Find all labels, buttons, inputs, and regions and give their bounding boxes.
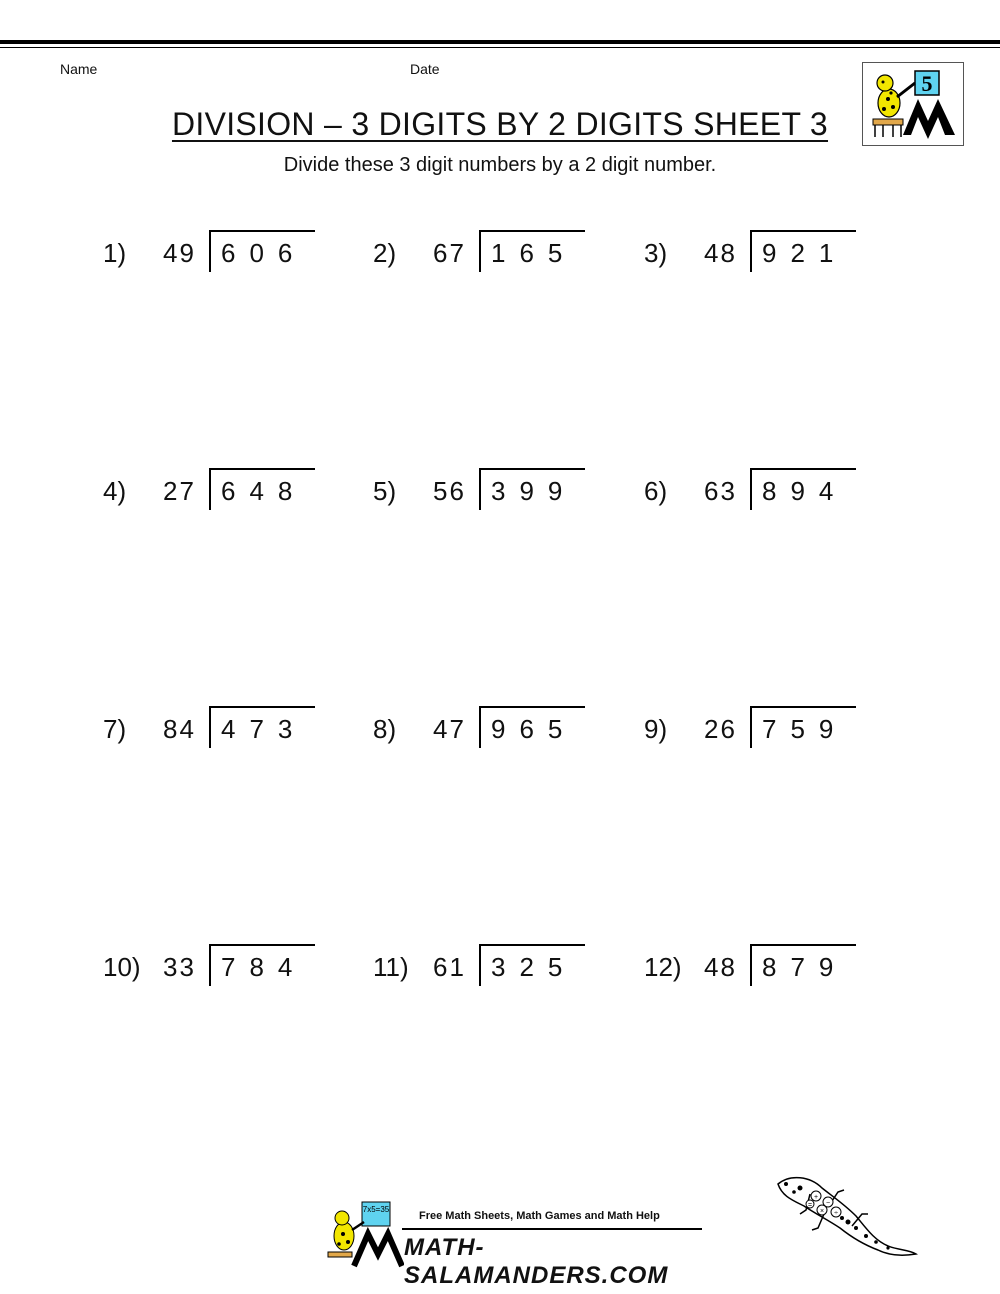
dividend: 784	[221, 952, 307, 982]
date-label: Date	[410, 61, 440, 77]
divisor: 84	[163, 714, 196, 744]
divisor: 61	[433, 952, 466, 982]
problem-11	[373, 944, 633, 994]
problem-number: 7)	[103, 714, 127, 744]
problem-number: 9)	[644, 714, 668, 744]
divisor: 48	[704, 952, 737, 982]
long-division-bracket	[750, 468, 856, 510]
problem-number: 5)	[373, 476, 397, 506]
footer-logo	[324, 1200, 708, 1289]
svg-text:−: −	[825, 1200, 831, 1207]
problem-12	[644, 944, 904, 994]
long-division-bracket	[209, 230, 315, 272]
long-division-bracket	[750, 944, 856, 986]
dividend: 921	[762, 238, 848, 268]
problem-number: 4)	[103, 476, 127, 506]
problem-8	[373, 706, 633, 756]
problem-number: 1)	[103, 238, 127, 268]
divisor: 48	[704, 238, 737, 268]
dividend: 879	[762, 952, 848, 982]
footer-rule	[402, 1228, 702, 1230]
problem-number: 2)	[373, 238, 397, 268]
top-rule	[0, 40, 1000, 44]
dividend: 894	[762, 476, 848, 506]
problem-3	[644, 230, 904, 280]
long-division-bracket	[479, 230, 585, 272]
divisor: 63	[704, 476, 737, 506]
worksheet-instructions: Divide these 3 digit numbers by a 2 digit number.	[283, 154, 717, 176]
top-rule-thin	[0, 47, 1000, 48]
long-division-bracket	[479, 468, 585, 510]
dividend: 759	[762, 714, 848, 744]
worksheet-title: DIVISION – 3 DIGITS BY 2 DIGITS SHEET 3	[171, 106, 829, 142]
long-division-bracket	[750, 230, 856, 272]
footer-tagline: Free Math Sheets, Math Games and Math Help	[419, 1210, 660, 1222]
long-division-bracket	[209, 468, 315, 510]
long-division-bracket	[479, 944, 585, 986]
problem-5	[373, 468, 633, 518]
problem-2	[373, 230, 633, 280]
svg-text:÷: ÷	[834, 1210, 838, 1217]
dividend: 399	[491, 476, 577, 506]
long-division-bracket	[209, 944, 315, 986]
problem-number: 6)	[644, 476, 668, 506]
problem-number: 10)	[103, 952, 141, 982]
problem-number: 8)	[373, 714, 397, 744]
problem-7	[103, 706, 363, 756]
long-division-bracket	[750, 706, 856, 748]
problem-4	[103, 468, 363, 518]
svg-text:×: ×	[819, 1208, 825, 1215]
divisor: 27	[163, 476, 196, 506]
dividend: 473	[221, 714, 307, 744]
divisor: 33	[163, 952, 196, 982]
divisor: 26	[704, 714, 737, 744]
footer-equation: 7x5=35	[362, 1205, 390, 1214]
svg-text:=: =	[807, 1202, 813, 1209]
problem-9	[644, 706, 904, 756]
dividend: 325	[491, 952, 577, 982]
problem-1	[103, 230, 363, 280]
problem-10	[103, 944, 363, 994]
divisor: 49	[163, 238, 196, 268]
problem-number: 11)	[373, 952, 409, 982]
name-label: Name	[60, 61, 98, 77]
divisor: 56	[433, 476, 466, 506]
problem-number: 12)	[644, 952, 682, 982]
problem-number: 3)	[644, 238, 668, 268]
divisor: 47	[433, 714, 466, 744]
grade-number: 5	[921, 71, 933, 96]
dividend: 165	[491, 238, 577, 268]
footer-site-name: MATH-SALAMANDERS.COM	[404, 1234, 669, 1289]
dividend: 606	[221, 238, 307, 268]
footer-salamander-icon	[324, 1200, 404, 1270]
problem-6	[644, 468, 904, 518]
salamander-illustration-icon	[770, 1170, 920, 1265]
long-division-bracket	[209, 706, 315, 748]
long-division-bracket	[479, 706, 585, 748]
dividend: 648	[221, 476, 307, 506]
svg-text:+: +	[813, 1194, 819, 1201]
divisor: 67	[433, 238, 466, 268]
dividend: 965	[491, 714, 577, 744]
